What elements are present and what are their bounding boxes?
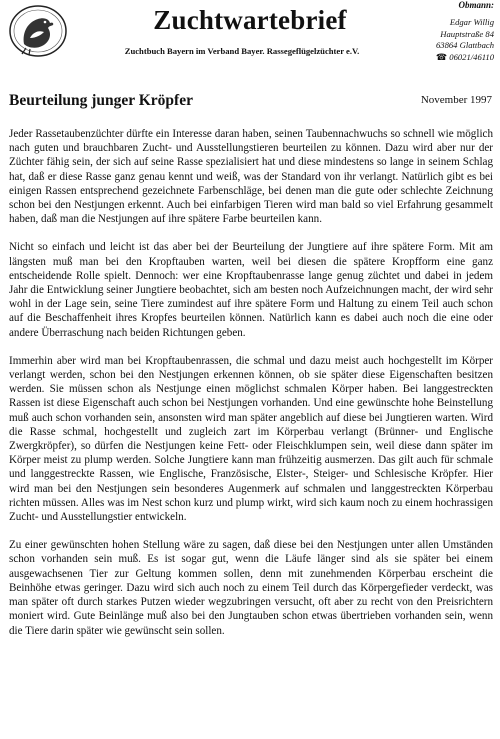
contact-street: Hauptstraße 84: [440, 28, 494, 39]
article-date: November 1997: [420, 94, 492, 106]
contact-label: Obmann:: [458, 0, 494, 10]
contact-city: 63864 Glattbach: [435, 40, 494, 51]
article-heading: Beurteilung junger Kröpfer: [9, 92, 193, 109]
article-paragraph: Zu einer gewünschten hohen Stellung wäre zu sagen, daß diese bei den Nestjungen unter allen Umständen schon vorhanden sein muß. Es ist sogar gut, wenn die Läufe länger sind als sie später bei einem ausgewachsenen Tier zur Geltung kommen sollen, denn mit zunehmenden Körperbau erscheint die Beinhöhe etwas geringer. Dazu wird sich auch noch zu einem Teil durch das Körpergefieder verdeckt, was man später oft durch starkes Putzen wieder wegzubringen versucht, oft aber zu recht von den Preisrichtern moniert wird. Gute Beinlänge muß also bei den Jungtauben schon etwas übertrieben vorhanden sein, wenn die Tiere darin später wie gewünscht sein sollen.: [9, 539, 493, 637]
pigeon-emblem-icon: [8, 4, 68, 58]
article-body: [9, 127, 493, 638]
article-paragraph: Jeder Rassetaubenzüchter dürfte ein Interesse daran haben, seinen Taubennachwuchs so schnell wie möglich nach guten und brauchbaren Zucht- und Ausstellungstieren beurteilen zu können. Dazu wird aber nur der Züchter fähig sein, der sich auf seine Rasse spezialisiert hat und diese mindestens so lange in seinem Schlag hat, daß er diese Rasse ganz genau kennt und weiß, was der Standard von ihr verlangt. Natürlich gibt es bei einigen Rassen entsprechend gezeichnete Farbenschläge, bei denen man die gute oder schlechte Zeichnung schon bei den Nestjungen erkennt. Auch bei einfarbigen Tieren wird man bald so viel Erfahrung gesammelt haben, daß man die Nestjungen auf ihre spätere Farbe beurteilen kann.: [9, 128, 493, 226]
pigeon-logo: [8, 4, 68, 58]
contact-phone: 06021/46110: [449, 51, 494, 62]
article-paragraph: Nicht so einfach und leicht ist das aber bei der Beurteilung der Jungtiere auf ihre spätere Form. Mit am längsten muß man bei den Kropftauben warten, weil bei diesen die spätere Kropfform eine ganz entscheidende Rolle spielt. Dennoch: wer eine Kropftaubenrasse lange genug züchtet und dabei in jedem Jahr die Entwicklung seiner Jungtiere beobachtet, sich am besten noch Aufzeichnungen macht, der wird sehr wohl in der Lage sein, seine Tiere zumindest auf ihre spätere Form und Haltung zu einem Teil auch schon auf die Beschaffenheit ihres Kropfes beurteilen können. Natürlich kann es dabei auch noch die eine oder andere Überraschung nach beiden Richtungen geben.: [9, 241, 493, 339]
article-paragraph: Immerhin aber wird man bei Kropftaubenrassen, die schmal und dazu meist auch hochgestellt im Körper verlangt werden, schon bei den Nestjungen erkennen können, ob sie später diese Eigenschaften besitzen werden. Sie müssen schon als Nestjunge einen möglichst schmalen Körper haben. Bei langgestreckten Rassen ist diese Eigenschaft auch schon bei Nestjungen vorhanden. Und eine gewünschte hohe Beinstellung muß auch schon vorhanden sein, ansonsten wird man später angeblich auf diese bei Jungtieren warten. Wird die Rasse schmal, hochgestellt und zugleich zart im Körperbau verlangt (Brünner- und Englische Zwergkröpfer), so dürfen die Nestjungen keine Fett- oder Fleischklumpen sein, weil diese dann später im Körper meist zu plump werden. Solche Jungtiere kann man frühzeitig ausmerzen. Das gilt auch für schmale und langgestreckte Rassen, wie Englische, Französische, Elster-, Steiger- und Schlesische Kröpfer. Hier wird man bei den Nestjungen sein besonderes Augenmerk auf schmalen und langgestreckten Körperbau richten müssen. Alles was im Nest schon kurz und plump wirkt, wird sich kaum noch zu einem hochrassigen Zucht- und Ausstellungstier entwickeln.: [9, 354, 493, 524]
contact-name: Edgar Willig: [449, 17, 494, 28]
contact-block: [404, 0, 494, 63]
contact-phone-line: [404, 52, 494, 63]
telephone-icon: ☎: [435, 51, 448, 62]
newsletter-title: Zuchtwartebrief: [153, 5, 347, 35]
newsletter-subtitle: Zuchtbuch Bayern im Verband Bayer. Rassegeflügelzüchter e.V.: [124, 46, 360, 56]
